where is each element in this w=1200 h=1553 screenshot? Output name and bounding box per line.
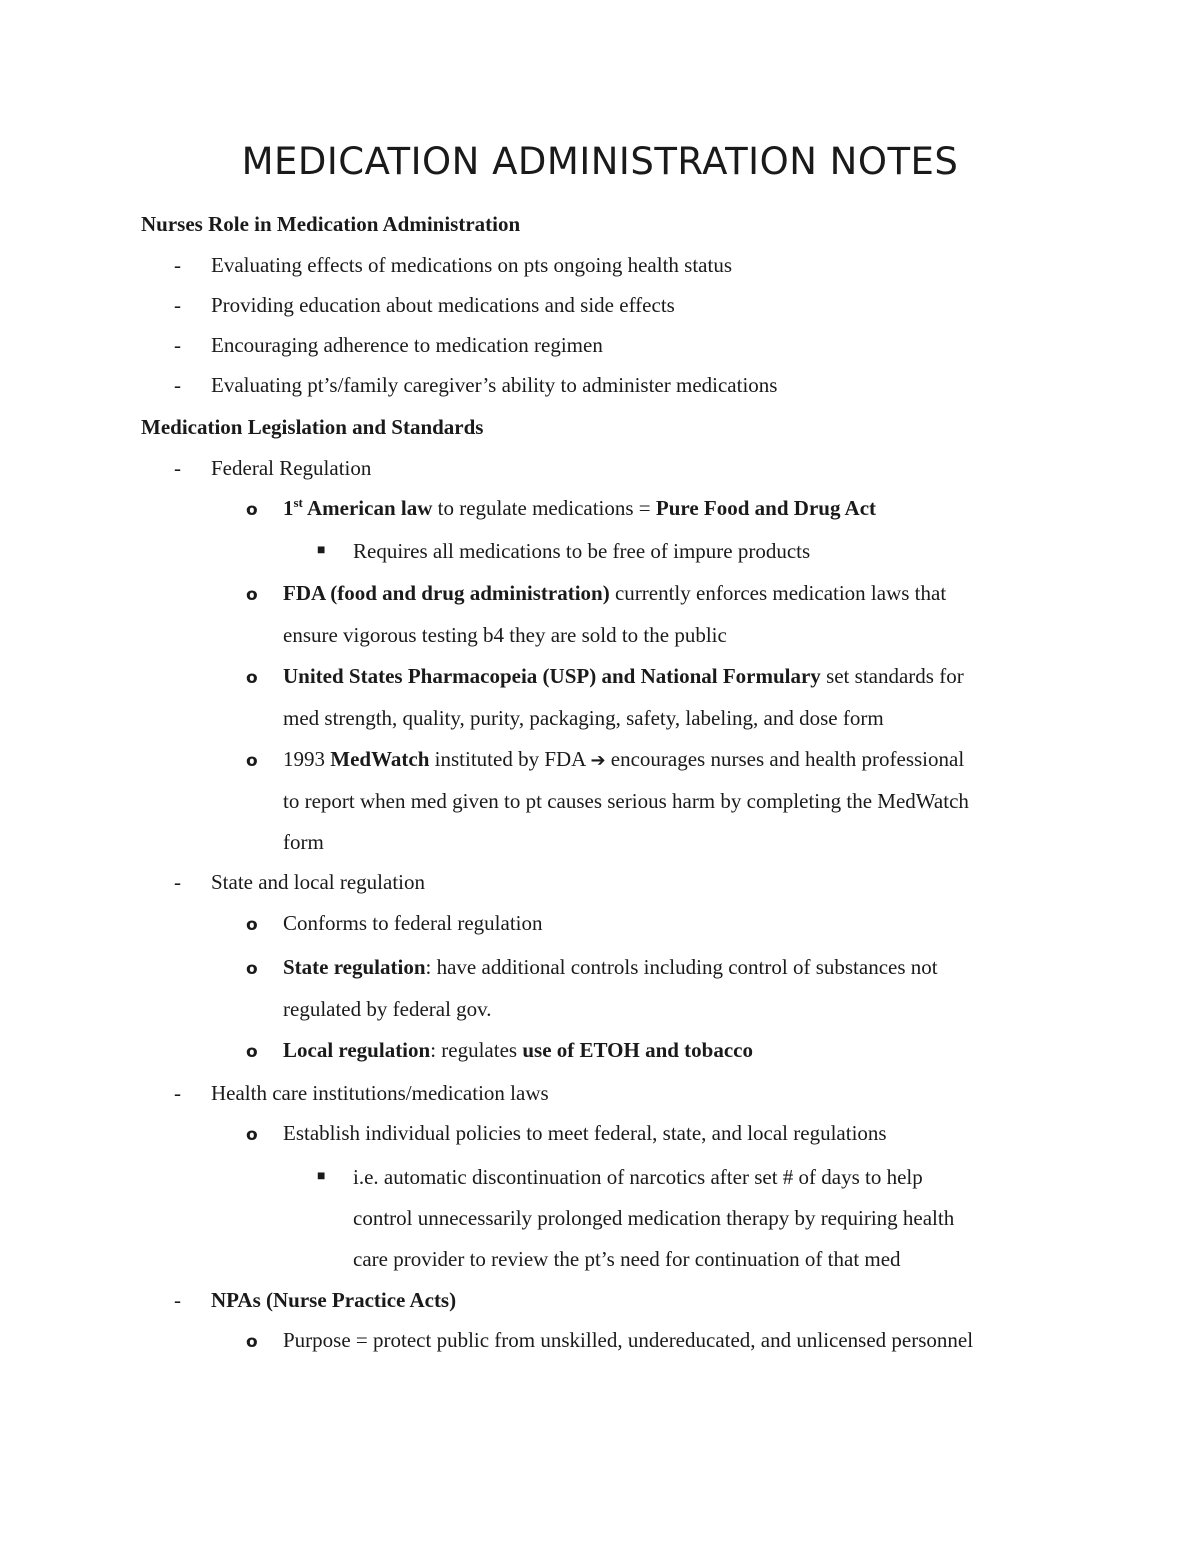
list-item-local-regulation: Local regulation: regulates use of ETOH and tobacco — [283, 1038, 753, 1062]
health-care-institutions-label: Health care institutions/medication laws — [211, 1081, 549, 1105]
dash-bullet: - — [174, 456, 181, 480]
dash-bullet: - — [174, 1081, 181, 1105]
dash-bullet: - — [174, 373, 181, 397]
dash-bullet: - — [174, 253, 181, 277]
list-item: Evaluating effects of medications on pts ongoing health status — [211, 253, 733, 277]
dash-bullet: - — [174, 870, 181, 894]
list-item-medwatch-cont: to report when med given to pt causes serious harm by completing the MedWatch — [283, 789, 969, 813]
list-item-medwatch: 1993 MedWatch instituted by FDA ➔ encourages nurses and health professional — [283, 747, 965, 771]
square-bullet: ■ — [317, 543, 326, 558]
circle-bullet: o — [246, 500, 258, 520]
square-bullet: ■ — [317, 1169, 326, 1184]
list-item: Conforms to federal regulation — [283, 911, 543, 935]
dash-bullet: - — [174, 1288, 181, 1312]
list-item: Purpose = protect public from unskilled, undereducated, and unlicensed personnel — [283, 1328, 974, 1352]
npa-label: NPAs (Nurse Practice Acts) — [211, 1288, 457, 1312]
list-item-cont: care provider to review the pt’s need for continuation of that med — [353, 1247, 901, 1271]
list-item: Providing education about medications and side effects — [211, 293, 675, 317]
arrow-right-icon: ➔ — [590, 750, 606, 771]
list-item-first-law: 1st American law to regulate medications = Pure Food and Drug Act — [283, 495, 877, 520]
list-item-medwatch-cont: form — [283, 830, 324, 854]
list-item-state-cont: regulated by federal gov. — [283, 997, 492, 1021]
dash-bullet: - — [174, 293, 181, 317]
circle-bullet: o — [246, 959, 258, 979]
list-item: Evaluating pt’s/family caregiver’s ability to administer medications — [211, 373, 778, 397]
list-item: Encouraging adherence to medication regimen — [211, 333, 603, 357]
list-item-usp: United States Pharmacopeia (USP) and National Formulary set standards for — [283, 664, 964, 688]
circle-bullet: o — [246, 668, 258, 688]
section-heading-legislation: Medication Legislation and Standards — [141, 415, 484, 439]
list-item-fda: FDA (food and drug administration) currently enforces medication laws that — [283, 581, 947, 605]
list-item-fda-cont: ensure vigorous testing b4 they are sold to the public — [283, 623, 727, 647]
state-local-regulation-label: State and local regulation — [211, 870, 426, 894]
page-title: MEDICATION ADMINISTRATION NOTES — [241, 140, 959, 183]
circle-bullet: o — [246, 1332, 258, 1352]
list-item-state-regulation: State regulation: have additional controls including control of substances not — [283, 955, 938, 979]
section-heading-nurses-role: Nurses Role in Medication Administration — [141, 212, 521, 236]
list-item: i.e. automatic discontinuation of narcotics after set # of days to help — [353, 1165, 923, 1189]
circle-bullet: o — [246, 585, 258, 605]
list-item-cont: control unnecessarily prolonged medication therapy by requiring health — [353, 1206, 955, 1230]
dash-bullet: - — [174, 333, 181, 357]
circle-bullet: o — [246, 751, 258, 771]
list-item: Requires all medications to be free of impure products — [353, 539, 811, 563]
federal-regulation-label: Federal Regulation — [211, 456, 372, 480]
list-item: Establish individual policies to meet federal, state, and local regulations — [283, 1121, 887, 1145]
circle-bullet: o — [246, 1125, 258, 1145]
list-item-usp-cont: med strength, quality, purity, packaging, safety, labeling, and dose form — [283, 706, 884, 730]
circle-bullet: o — [246, 915, 258, 935]
circle-bullet: o — [246, 1042, 258, 1062]
